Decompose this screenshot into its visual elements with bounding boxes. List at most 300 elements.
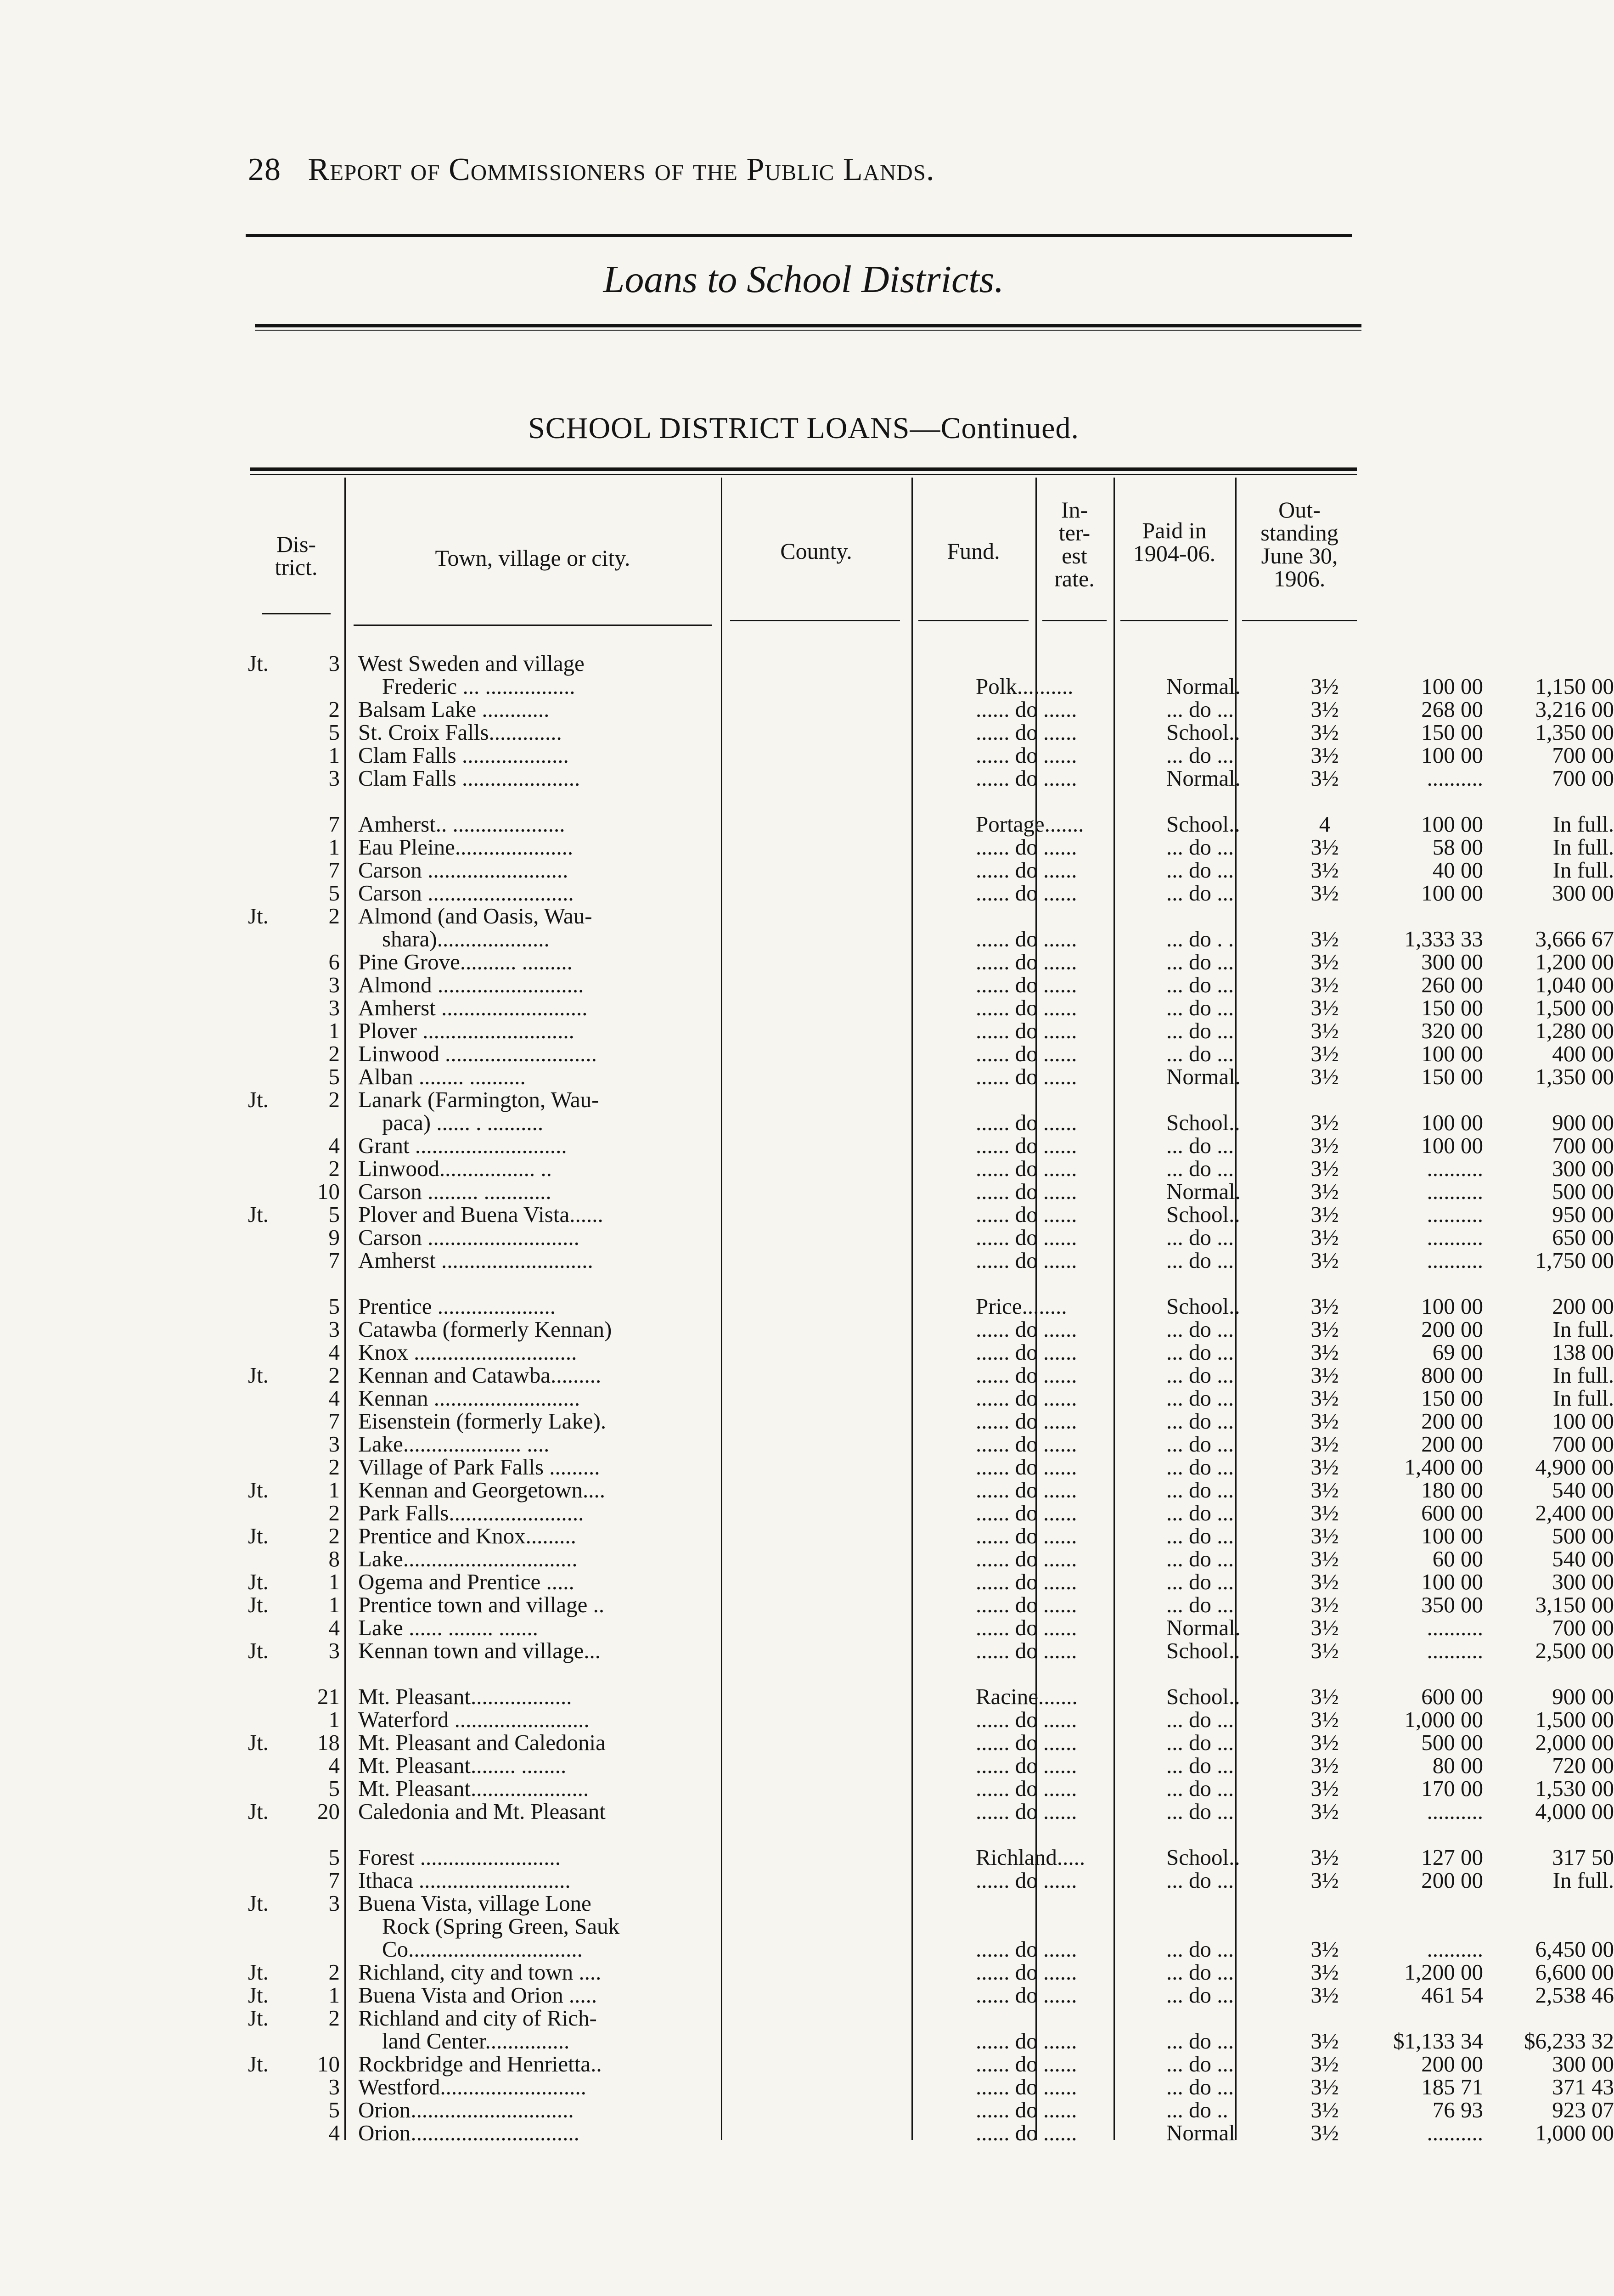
- town-name: Prentice town and village ..: [358, 1592, 605, 1617]
- district-jt: Jt.: [248, 1569, 269, 1594]
- county-name: ...... do ......: [976, 697, 1077, 722]
- table-row: [248, 1339, 1614, 1365]
- district-number: 5: [328, 1776, 340, 1801]
- district-jt: [248, 813, 285, 836]
- fund-name: Normal.: [1166, 674, 1241, 699]
- paid-amount: 1,000 00: [1404, 1707, 1483, 1732]
- town-name: Knox .............................: [358, 1339, 577, 1365]
- town-name: Richland, city and town ....: [358, 1959, 602, 1985]
- fund-name: [1166, 1915, 1283, 1938]
- header-underline-county: [730, 620, 900, 621]
- county-name: ...... do ......: [976, 1110, 1077, 1135]
- outstanding-amount: In full.: [1552, 1868, 1614, 1893]
- district-number: 5: [328, 880, 340, 906]
- district-jt: Jt.: [248, 903, 269, 929]
- town-name: Buena Vista and Orion .....: [358, 1982, 597, 2008]
- county-name: [976, 905, 1159, 928]
- county-name: ...... do ......: [976, 1730, 1077, 1755]
- county-name: ...... do ......: [976, 1317, 1077, 1342]
- outstanding-amount: [1490, 905, 1614, 928]
- table-row: [248, 1133, 1614, 1158]
- district-number: 10: [317, 2051, 340, 2077]
- table-title: SCHOOL DISTRICT LOANS—Continued.: [528, 411, 1079, 445]
- town-name: Waterford ........................: [358, 1707, 590, 1732]
- fund-name: ... do ...: [1166, 1454, 1234, 1480]
- district-jt: [248, 744, 285, 767]
- district-jt: [248, 928, 285, 951]
- district-number: 5: [328, 1202, 340, 1227]
- table-row: [248, 2007, 1359, 2030]
- paid-amount: 268 00: [1421, 697, 1483, 722]
- district-jt: [248, 1777, 285, 1800]
- outstanding-amount: 923 07: [1552, 2097, 1614, 2122]
- town-name: Westford..........................: [358, 2074, 586, 2099]
- table-row: [248, 1064, 1614, 1089]
- interest-rate: 3½: [1310, 1248, 1339, 1273]
- interest-rate: 3½: [1310, 2074, 1339, 2099]
- interest-rate: 3½: [1310, 1799, 1339, 1824]
- district-number: 5: [328, 720, 340, 745]
- district-jt: [248, 1869, 285, 1892]
- outstanding-amount: 1,280 00: [1535, 1018, 1614, 1043]
- table-row: [248, 1294, 1614, 1319]
- fund-name: ... do ...: [1166, 1133, 1234, 1158]
- district-number: 4: [328, 1753, 340, 1778]
- table-row: [248, 905, 1359, 928]
- county-name: [976, 652, 1159, 675]
- district-jt: [248, 1754, 285, 1777]
- district-number: 5: [328, 2097, 340, 2122]
- table-row: [248, 1362, 1614, 1388]
- county-name: ...... do ......: [976, 1225, 1077, 1250]
- fund-name: School..: [1166, 1202, 1240, 1227]
- outstanding-amount: 6,450 00: [1535, 1936, 1614, 1962]
- district-jt: Jt.: [248, 651, 269, 676]
- fund-name: ... do ...: [1166, 697, 1234, 722]
- district-number: [285, 675, 340, 698]
- interest-rate: 3½: [1310, 1615, 1339, 1640]
- table-row: [248, 1317, 1614, 1342]
- county-name: ...... do ......: [976, 1959, 1077, 1985]
- interest-rate: 3½: [1310, 1294, 1339, 1319]
- outstanding-amount: 2,538 46: [1535, 1982, 1614, 2008]
- town-name: Lake ...... ........ .......: [358, 1615, 538, 1640]
- table-row: [248, 1454, 1614, 1480]
- table-row: [248, 1408, 1614, 1434]
- town-name: Eau Pleine.....................: [358, 834, 574, 860]
- paid-amount: 200 00: [1421, 2051, 1483, 2077]
- district-number: 4: [328, 1615, 340, 1640]
- table-body: [248, 651, 1614, 2145]
- town-name: Pine Grove.......... .........: [358, 949, 573, 974]
- outstanding-amount: 371 43: [1552, 2074, 1614, 2099]
- paid-amount: 350 00: [1421, 1592, 1483, 1617]
- fund-name: School..: [1166, 1638, 1240, 1663]
- district-number: 3: [328, 1638, 340, 1663]
- table-row: [248, 1156, 1614, 1181]
- county-name: ...... do ......: [976, 949, 1077, 974]
- district-jt: [248, 1456, 285, 1479]
- paid-amount: 100 00: [1421, 1133, 1483, 1158]
- outstanding-amount: 300 00: [1552, 1156, 1614, 1181]
- subtitle-rule: [255, 324, 1361, 327]
- district-jt: [248, 1019, 285, 1042]
- county-name: ...... do ......: [976, 743, 1077, 768]
- district-jt: [248, 767, 285, 790]
- table-row: [248, 720, 1614, 745]
- town-name: Carson ..........................: [358, 880, 574, 906]
- county-name: ...... do ......: [976, 1362, 1077, 1388]
- paid-amount: 100 00: [1421, 1110, 1483, 1135]
- town-name: Prentice .....................: [358, 1294, 556, 1319]
- town-name: Mt. Pleasant.....................: [358, 1776, 589, 1801]
- outstanding-amount: In full.: [1552, 834, 1614, 860]
- interest-rate: 3½: [1310, 949, 1339, 974]
- col-header-county: County.: [780, 538, 852, 564]
- district-number: 2: [328, 1959, 340, 1985]
- district-number: 2: [328, 1156, 340, 1181]
- interest-rate: 3½: [1310, 1179, 1339, 1204]
- interest-rate: 3½: [1310, 1546, 1339, 1571]
- district-jt: Jt.: [248, 1477, 269, 1503]
- county-name: ...... do ......: [976, 1638, 1077, 1663]
- outstanding-amount: 3,216 00: [1535, 697, 1614, 722]
- outstanding-amount: 540 00: [1552, 1477, 1614, 1503]
- district-jt: [248, 1134, 285, 1157]
- county-name: ...... do ......: [976, 1133, 1077, 1158]
- county-name: ...... do ......: [976, 1041, 1077, 1066]
- district-jt: [248, 1915, 285, 1938]
- county-name: [976, 2007, 1159, 2030]
- interest-rate: 3½: [1310, 2097, 1339, 2122]
- table-row: [248, 1959, 1614, 1985]
- outstanding-amount: 1,350 00: [1535, 1064, 1614, 1089]
- county-name: ...... do ......: [976, 995, 1077, 1020]
- fund-name: ... do ...: [1166, 1477, 1234, 1503]
- county-name: ...... do ......: [976, 1799, 1077, 1824]
- table-row: [248, 949, 1614, 974]
- fund-name: ... do ...: [1166, 857, 1234, 883]
- district-jt: [248, 1410, 285, 1433]
- district-jt: Jt.: [248, 1959, 269, 1985]
- district-jt: [248, 1938, 285, 1961]
- county-name: ...... do ......: [976, 1500, 1077, 1525]
- district-jt: Jt.: [248, 2005, 269, 2031]
- district-jt: [248, 1502, 285, 1525]
- paid-amount: 185 71: [1421, 2074, 1483, 2099]
- district-jt: [248, 1249, 285, 1272]
- paid-amount: 1,333 33: [1404, 926, 1483, 951]
- town-name: Balsam Lake ............: [358, 697, 550, 722]
- town-name: Rockbridge and Henrietta..: [358, 2051, 602, 2077]
- interest-rate: 3½: [1310, 674, 1339, 699]
- district-number: 1: [328, 1707, 340, 1732]
- interest-rate: 3½: [1310, 1133, 1339, 1158]
- outstanding-amount: 2,000 00: [1535, 1730, 1614, 1755]
- district-number: 4: [328, 1133, 340, 1158]
- paid-amount: ..........: [1427, 1638, 1483, 1663]
- fund-name: ... do ...: [1166, 2074, 1234, 2099]
- header-underline-district: [262, 613, 331, 614]
- fund-name: ... do ...: [1166, 834, 1234, 860]
- district-jt: [248, 1708, 285, 1731]
- interest-rate: 3½: [1310, 1523, 1339, 1548]
- col-header-outstanding: Out- standing June 30, 1906.: [1260, 497, 1338, 591]
- outstanding-amount: 2,400 00: [1535, 1500, 1614, 1525]
- town-name: Lake...............................: [358, 1546, 578, 1571]
- paid-amount: 150 00: [1421, 995, 1483, 1020]
- interest-rate: 3½: [1310, 2028, 1339, 2054]
- interest-rate: [1288, 2007, 1361, 2030]
- outstanding-amount: 700 00: [1552, 765, 1614, 791]
- table-row: [248, 765, 1614, 791]
- district-number: 3: [328, 651, 340, 676]
- interest-rate: 3½: [1310, 1730, 1339, 1755]
- table-row: [248, 1179, 1614, 1204]
- district-number: 2: [328, 1500, 340, 1525]
- town-name: West Sweden and village: [358, 651, 585, 676]
- town-name: paca) ...... . ..........: [382, 1110, 544, 1135]
- paid-amount: 100 00: [1421, 743, 1483, 768]
- town-name: Kennan and Catawba.........: [358, 1362, 602, 1388]
- town-name: Catawba (formerly Kennan): [358, 1317, 612, 1342]
- table-top-rule-thin: [250, 474, 1357, 475]
- interest-rate: 3½: [1310, 765, 1339, 791]
- town-name: Orion..............................: [358, 2120, 579, 2145]
- county-name: ...... do ......: [976, 1477, 1077, 1503]
- outstanding-amount: 300 00: [1552, 2051, 1614, 2077]
- col-header-district: Dis- trict.: [275, 531, 318, 580]
- town-name: Mt. Pleasant........ ........: [358, 1753, 567, 1778]
- interest-rate: [1288, 1892, 1361, 1915]
- outstanding-amount: $6,233 32: [1524, 2028, 1614, 2054]
- district-jt: [248, 836, 285, 859]
- outstanding-amount: 1,350 00: [1535, 720, 1614, 745]
- district-number: 2: [328, 1454, 340, 1480]
- interest-rate: 3½: [1310, 1110, 1339, 1135]
- outstanding-amount: 540 00: [1552, 1546, 1614, 1571]
- table-row: [248, 1730, 1614, 1755]
- subtitle-rule-thin: [255, 330, 1361, 331]
- running-header: Report of Commissioners of the Public Lands.: [308, 152, 935, 187]
- table-row: [248, 1684, 1614, 1709]
- outstanding-amount: 500 00: [1552, 1523, 1614, 1548]
- paid-amount: 170 00: [1421, 1776, 1483, 1801]
- table-row: [248, 1431, 1614, 1457]
- district-number: 4: [328, 1339, 340, 1365]
- district-jt: Jt.: [248, 1730, 269, 1755]
- district-jt: [248, 1846, 285, 1869]
- district-number: 4: [328, 2120, 340, 2145]
- outstanding-amount: [1490, 1892, 1614, 1915]
- paid-amount: 1,400 00: [1404, 1454, 1483, 1480]
- district-jt: [248, 1548, 285, 1570]
- col-header-fund: Fund.: [947, 538, 1000, 564]
- county-name: ...... do ......: [976, 1156, 1077, 1181]
- district-number: 5: [328, 1294, 340, 1319]
- interest-rate: 3½: [1310, 1936, 1339, 1962]
- outstanding-amount: [1490, 652, 1614, 675]
- town-name: shara)....................: [382, 926, 550, 951]
- county-name: ...... do ......: [976, 765, 1077, 791]
- interest-rate: 3½: [1310, 972, 1339, 997]
- interest-rate: 3½: [1310, 1845, 1339, 1870]
- district-number: 1: [328, 1018, 340, 1043]
- district-jt: [248, 1433, 285, 1456]
- paid-amount: 100 00: [1421, 1569, 1483, 1594]
- outstanding-amount: In full.: [1552, 811, 1614, 837]
- table-row: [248, 1225, 1614, 1250]
- fund-name: [1166, 2007, 1283, 2030]
- town-name: Almond (and Oasis, Wau-: [358, 903, 592, 929]
- fund-name: ... do ...: [1166, 1408, 1234, 1434]
- town-name: Buena Vista, village Lone: [358, 1891, 591, 1916]
- paid-amount: 100 00: [1421, 1523, 1483, 1548]
- district-jt: [248, 2076, 285, 2099]
- fund-name: [1166, 1088, 1283, 1111]
- fund-name: ... do ...: [1166, 1799, 1234, 1824]
- district-jt: [248, 1042, 285, 1065]
- table-row: [248, 1018, 1614, 1043]
- outstanding-amount: 1,750 00: [1535, 1248, 1614, 1273]
- outstanding-amount: 700 00: [1552, 743, 1614, 768]
- paid-amount: 200 00: [1421, 1408, 1483, 1434]
- interest-rate: [1288, 1915, 1361, 1938]
- fund-name: ... do ...: [1166, 880, 1234, 906]
- county-name: ...... do ......: [976, 1753, 1077, 1778]
- district-jt: [248, 1226, 285, 1249]
- outstanding-amount: 317 50: [1552, 1845, 1614, 1870]
- paid-amount: 461 54: [1421, 1982, 1483, 2008]
- district-jt: [248, 1180, 285, 1203]
- table-row: [248, 2120, 1614, 2145]
- interest-rate: 3½: [1310, 743, 1339, 768]
- outstanding-amount: 900 00: [1552, 1110, 1614, 1135]
- district-number: 7: [328, 1248, 340, 1273]
- district-jt: Jt.: [248, 1523, 269, 1548]
- fund-name: ... do ...: [1166, 1225, 1234, 1250]
- interest-rate: 3½: [1310, 2051, 1339, 2077]
- town-name: Caledonia and Mt. Pleasant: [358, 1799, 606, 1824]
- fund-name: School..: [1166, 1294, 1240, 1319]
- interest-rate: 3½: [1310, 1385, 1339, 1411]
- header-underline-outstanding: [1242, 620, 1357, 621]
- fund-name: ... do ...: [1166, 1523, 1234, 1548]
- county-name: ...... do ......: [976, 2097, 1077, 2122]
- paid-amount: [1368, 1915, 1483, 1938]
- district-jt: Jt.: [248, 1202, 269, 1227]
- fund-name: ... do ...: [1166, 1500, 1234, 1525]
- outstanding-amount: 650 00: [1552, 1225, 1614, 1250]
- paid-amount: 200 00: [1421, 1868, 1483, 1893]
- outstanding-amount: 700 00: [1552, 1615, 1614, 1640]
- county-name: ...... do ......: [976, 926, 1077, 951]
- outstanding-amount: 900 00: [1552, 1684, 1614, 1709]
- county-name: ...... do ......: [976, 1592, 1077, 1617]
- town-name: Clam Falls ...................: [358, 743, 569, 768]
- district-number: 3: [328, 2074, 340, 2099]
- table-row: [248, 2028, 1614, 2054]
- outstanding-amount: 300 00: [1552, 880, 1614, 906]
- town-name: Carson ...........................: [358, 1225, 579, 1250]
- county-name: ...... do ......: [976, 1431, 1077, 1457]
- paid-amount: ..........: [1427, 1156, 1483, 1181]
- table-row: [248, 995, 1614, 1020]
- county-name: ...... do ......: [976, 2074, 1077, 2099]
- paid-amount: 100 00: [1421, 674, 1483, 699]
- county-name: ...... do ......: [976, 880, 1077, 906]
- district-number: 1: [328, 1569, 340, 1594]
- town-name: Ithaca ...........................: [358, 1868, 571, 1893]
- paid-amount: 69 00: [1432, 1339, 1483, 1365]
- outstanding-amount: 700 00: [1552, 1431, 1614, 1457]
- interest-rate: 3½: [1310, 1982, 1339, 2008]
- fund-name: School..: [1166, 1110, 1240, 1135]
- district-jt: [248, 2122, 285, 2144]
- district-number: 10: [317, 1179, 340, 1204]
- district-jt: [248, 1685, 285, 1708]
- fund-name: ... do ...: [1166, 1982, 1234, 2008]
- outstanding-amount: 2,500 00: [1535, 1638, 1614, 1663]
- county-name: ...... do ......: [976, 1982, 1077, 2008]
- section-subtitle: Loans to School Districts.: [603, 258, 1004, 301]
- county-name: ...... do ......: [976, 1064, 1077, 1089]
- outstanding-amount: 1,040 00: [1535, 972, 1614, 997]
- outstanding-amount: In full.: [1552, 1317, 1614, 1342]
- table-row: [248, 1477, 1614, 1503]
- district-jt: [248, 1616, 285, 1639]
- county-name: ...... do ......: [976, 1936, 1077, 1962]
- outstanding-amount: 950 00: [1552, 1202, 1614, 1227]
- fund-name: ... do ...: [1166, 1431, 1234, 1457]
- district-number: 7: [328, 1408, 340, 1434]
- county-name: [976, 1915, 1159, 1938]
- fund-name: ... do ...: [1166, 2051, 1234, 2077]
- fund-name: ... do ...: [1166, 1248, 1234, 1273]
- district-number: [285, 1938, 340, 1961]
- district-number: 6: [328, 949, 340, 974]
- interest-rate: 3½: [1310, 720, 1339, 745]
- fund-name: School..: [1166, 720, 1240, 745]
- paid-amount: 200 00: [1421, 1317, 1483, 1342]
- table-row: [248, 1776, 1614, 1801]
- paid-amount: 58 00: [1432, 834, 1483, 860]
- interest-rate: 3½: [1310, 926, 1339, 951]
- fund-name: Normal.: [1166, 1179, 1241, 1204]
- district-number: 3: [328, 1431, 340, 1457]
- county-name: Polk..........: [976, 674, 1074, 699]
- table-row: [248, 1915, 1359, 1938]
- paid-amount: ..........: [1427, 1799, 1483, 1824]
- interest-rate: 3½: [1310, 1041, 1339, 1066]
- paid-amount: 320 00: [1421, 1018, 1483, 1043]
- table-row: [248, 857, 1614, 883]
- outstanding-amount: 3,150 00: [1535, 1592, 1614, 1617]
- fund-name: Normal: [1166, 2120, 1235, 2145]
- paid-amount: 800 00: [1421, 1362, 1483, 1388]
- table-top-rule: [250, 467, 1357, 471]
- interest-rate: 3½: [1310, 1707, 1339, 1732]
- paid-amount: [1368, 1088, 1483, 1111]
- district-number: 2: [328, 903, 340, 929]
- interest-rate: 3½: [1310, 1156, 1339, 1181]
- paid-amount: 60 00: [1432, 1546, 1483, 1571]
- outstanding-amount: 3,666 67: [1535, 926, 1614, 951]
- district-jt: Jt.: [248, 1982, 269, 2008]
- interest-rate: 3½: [1310, 1753, 1339, 1778]
- district-number: 7: [328, 1868, 340, 1893]
- header-underline-town: [354, 625, 712, 626]
